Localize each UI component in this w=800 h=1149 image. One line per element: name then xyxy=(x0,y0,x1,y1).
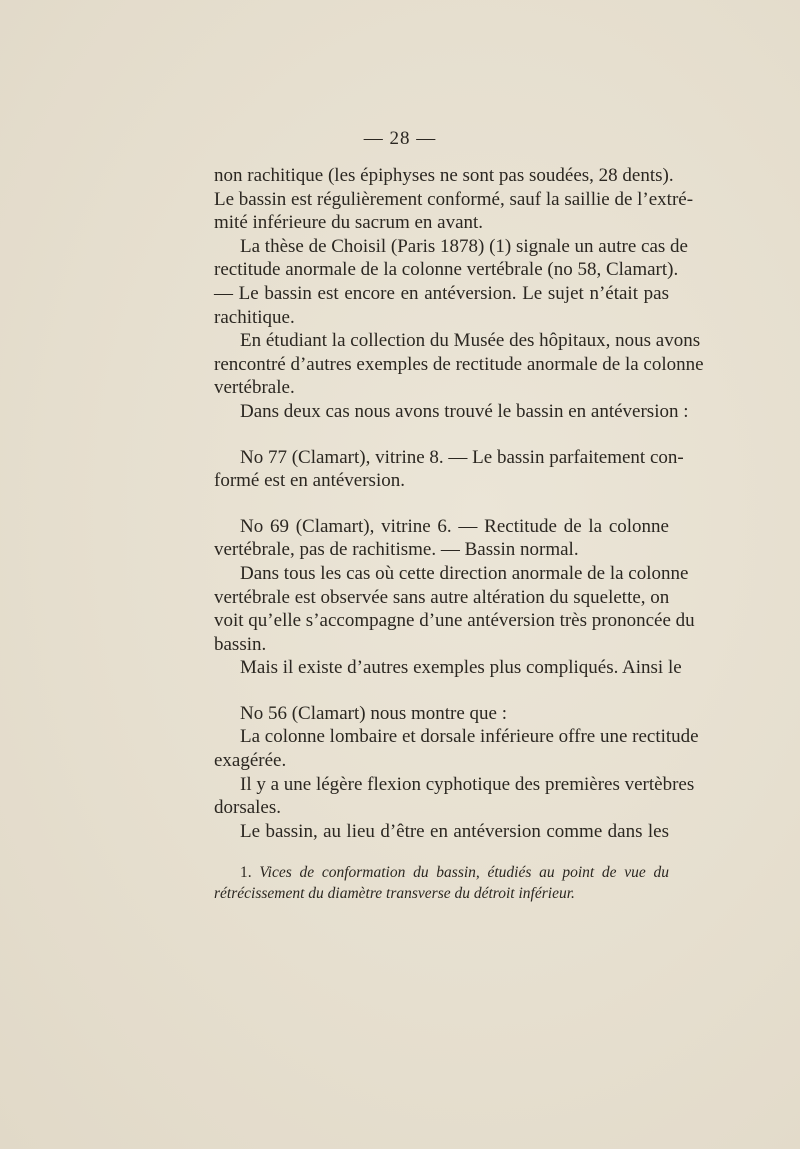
text-line: No 77 (Clamart), vitrine 8. — Le bassin parfaitement con- xyxy=(240,446,684,468)
text-line: Le bassin, au lieu d’être en antéversion comme dans les xyxy=(240,820,669,842)
text-line: vertébrale, pas de rachitisme. — Bassin normal. xyxy=(214,539,579,561)
paragraph-gap xyxy=(214,493,669,515)
text-line: bassin. xyxy=(214,633,267,655)
text-line: rachitique. xyxy=(214,306,295,328)
text-line: non rachitique (les épiphyses ne sont pas soudées, 28 dents). xyxy=(214,165,674,186)
footnote-title: Vices de conformation du bassin, étudiés au point de vue du xyxy=(259,864,669,881)
paragraph-gap xyxy=(214,680,669,702)
text-line: vertébrale. xyxy=(214,377,295,399)
text-line: La thèse de Choisil (Paris 1878) (1) signale un autre cas de xyxy=(240,235,688,257)
text-line: vertébrale est observée sans autre altération du squelette, on xyxy=(214,586,670,608)
text-line: No 56 (Clamart) nous montre que : xyxy=(240,702,508,724)
text-line: Il y a une légère flexion cyphotique des premières vertèbres xyxy=(240,773,695,795)
text-line: exagérée. xyxy=(214,750,287,772)
text-line: En étudiant la collection du Musée des hôpitaux, nous avons xyxy=(240,330,701,352)
text-line: Dans deux cas nous avons trouvé le bassin en antéversion : xyxy=(240,400,689,422)
text-line: Dans tous les cas où cette direction anormale de la colonne xyxy=(240,562,689,584)
text-line: rencontré d’autres exemples de rectitude anormale de la colonne xyxy=(214,353,704,375)
body-text xyxy=(214,164,704,843)
footnote-line: rétrécissement du diamètre transverse du détroit inférieur. xyxy=(214,885,575,902)
text-line: — Le bassin est encore en antéversion. Le sujet n’était pas xyxy=(214,282,669,304)
text-line: voit qu’elle s’accompagne d’une antéversion très prononcée du xyxy=(214,610,695,632)
footnote xyxy=(214,862,669,904)
text-line: dorsales. xyxy=(214,797,282,819)
paragraph-gap xyxy=(214,424,669,446)
text-line: rectitude anormale de la colonne vertébrale (no 58, Clamart). xyxy=(214,259,679,281)
text-line: No 69 (Clamart), vitrine 6. — Rectitude de la colonne xyxy=(240,515,669,537)
page-number: — 28 — xyxy=(363,128,437,149)
text-line: formé est en antéversion. xyxy=(214,470,405,492)
footnote-marker: 1. xyxy=(240,864,252,881)
text-line: mité inférieure du sacrum en avant. xyxy=(214,212,484,234)
text-line: Mais il existe d’autres exemples plus compliqués. Ainsi le xyxy=(240,657,682,679)
footnote-line xyxy=(214,862,669,883)
text-line: La colonne lombaire et dorsale inférieure offre une rectitude xyxy=(240,726,699,748)
text-line: Le bassin est régulièrement conformé, sauf la saillie de l’extré- xyxy=(214,188,694,210)
